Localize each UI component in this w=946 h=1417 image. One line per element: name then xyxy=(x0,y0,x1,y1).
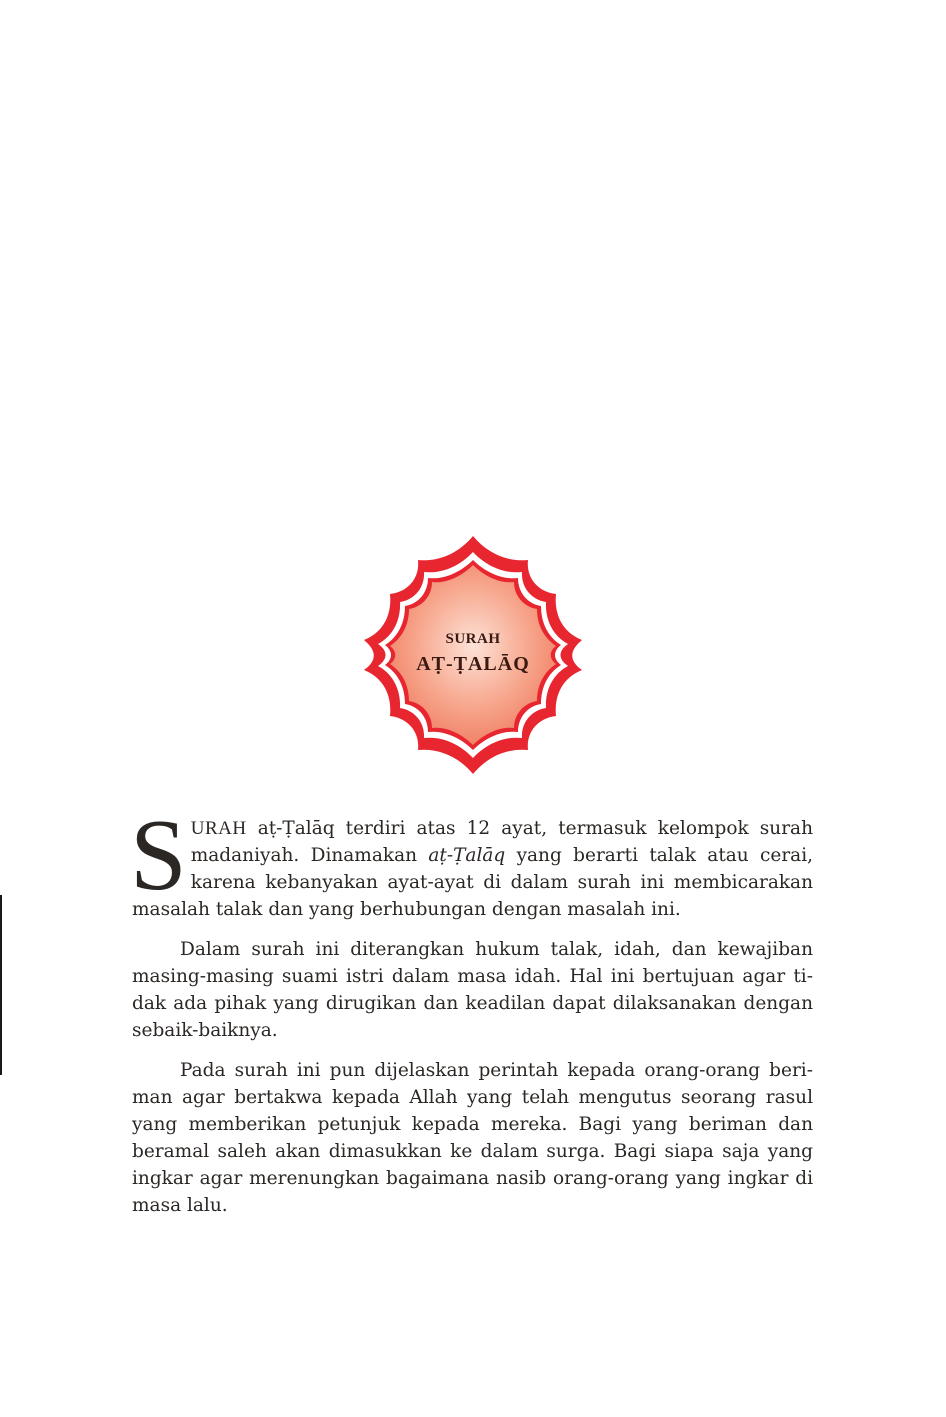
paragraph-1-part-b: yang berarti talak atau cerai, karena kebanyakan ayat-ayat di dalam surah ini membicarakan masalah talak dan yang berhubungan dengan masalah ini. xyxy=(132,845,814,920)
emblem-surah-label: SURAH xyxy=(445,631,501,647)
paragraph-1-emphasis: aṭ-Ṭalāq xyxy=(428,845,506,866)
paragraph-1-part-a: aṭ-Ṭalāq terdiri atas 12 ayat, termasuk kelompok surah madaniyah. Dinamakan xyxy=(190,818,813,866)
drop-cap: S xyxy=(130,799,187,912)
intro-text xyxy=(130,799,814,1232)
emblem-title xyxy=(350,629,596,677)
intro-paragraph-2: Dalam surah ini diterangkan hukum talak, idah, dan kewajiban masing-masing suami istri dalam masa idah. Hal ini bertujuan agar tidak ada pihak yang dirugikan dan keadilan dapat dilaksanakan dengan sebaik-baiknya. xyxy=(132,939,813,1041)
intro-paragraph-1 xyxy=(130,799,814,923)
margin-rule xyxy=(0,895,2,1075)
surah-emblem xyxy=(350,532,596,778)
smallcaps-lead: URAH xyxy=(190,818,247,839)
emblem-surah-name: AṬ-ṬALĀQ xyxy=(416,653,530,675)
intro-paragraph-3: Pada surah ini pun dijelaskan perintah kepada orang-orang beriman agar bertakwa kepada Allah yang telah mengutus seorang rasul yang memberikan petunjuk kepada mereka. Bagi yang beriman dan beramal saleh akan dimasukkan ke dalam surga. Bagi siapa saja yang ingkar agar merenungkan bagaimana nasib orang-orang yang ingkar di masa lalu. xyxy=(132,1060,813,1216)
